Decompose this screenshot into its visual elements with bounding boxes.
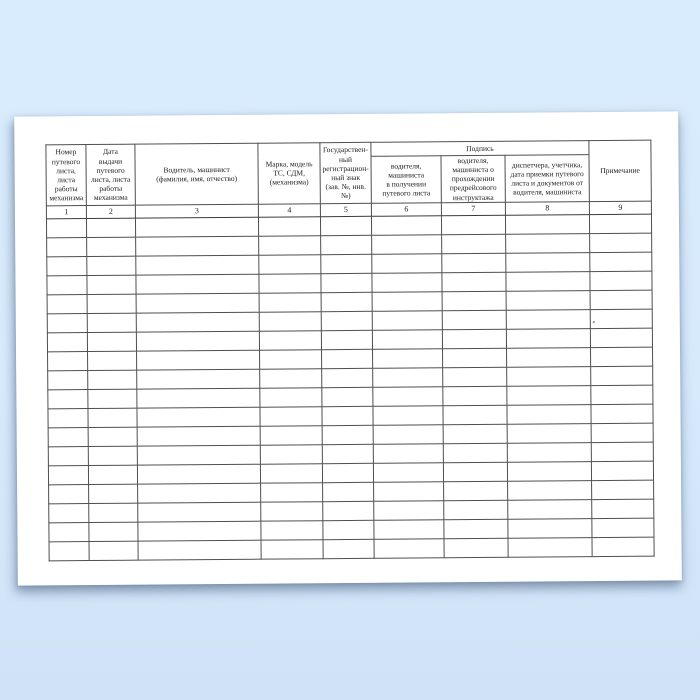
- empty-cell: [590, 290, 652, 309]
- col-header-driver-name: Водитель, машинист (фамилия, имя, отчество): [135, 143, 258, 205]
- empty-cell: [506, 290, 590, 310]
- empty-cell: [323, 501, 374, 520]
- empty-cell: [138, 521, 261, 541]
- empty-cell: [372, 253, 442, 273]
- empty-cell: [322, 444, 373, 463]
- empty-cell: [47, 294, 87, 313]
- empty-cell: [443, 443, 507, 463]
- empty-cell: [591, 366, 653, 385]
- empty-cell: [592, 518, 654, 537]
- empty-cell: [372, 329, 442, 349]
- empty-cell: [443, 367, 507, 387]
- empty-cell: [261, 482, 323, 501]
- empty-cell: [371, 215, 441, 235]
- empty-cell: [372, 310, 442, 330]
- empty-cell: [138, 540, 261, 560]
- empty-cell: [373, 405, 443, 425]
- col-header-vehicle-model: Марка, модель ТС, СДМ, (механизма): [258, 143, 320, 204]
- empty-cell: [260, 387, 322, 406]
- empty-cell: [322, 406, 373, 425]
- empty-cell: [321, 311, 372, 330]
- empty-cell: [88, 389, 137, 408]
- empty-cell: [47, 237, 87, 256]
- empty-cell: [321, 273, 372, 292]
- empty-cell: [136, 331, 259, 351]
- empty-cell: [507, 461, 591, 481]
- empty-cell: [48, 389, 88, 408]
- empty-cell: [322, 387, 373, 406]
- empty-cell: [591, 461, 653, 480]
- empty-cell: [48, 351, 88, 370]
- empty-cell: [261, 520, 323, 539]
- empty-cell: [260, 463, 322, 482]
- col-header-signature-dispatcher: диспетчера, учетчика, дата приемки путевого листа и документов от водителя, машиниста: [505, 155, 589, 202]
- empty-cell: [323, 539, 374, 558]
- empty-cell: [48, 465, 88, 484]
- empty-cell: [590, 252, 652, 271]
- empty-cell: [89, 484, 138, 503]
- empty-cell: [442, 291, 506, 311]
- signature-group-header: Подпись: [371, 141, 589, 157]
- empty-cell: [48, 408, 88, 427]
- empty-cell: [444, 481, 508, 501]
- empty-cell: [137, 426, 260, 446]
- empty-cell: [590, 233, 652, 252]
- empty-cell: [48, 427, 88, 446]
- empty-cell: [48, 446, 88, 465]
- empty-cell: [137, 369, 260, 389]
- empty-cell: [592, 537, 654, 556]
- speck-artifact: [593, 321, 595, 323]
- empty-cell: [47, 332, 87, 351]
- empty-cell: [372, 291, 442, 311]
- empty-cell: [88, 465, 137, 484]
- empty-cell: [260, 444, 322, 463]
- empty-cell: [261, 501, 323, 520]
- empty-cell: [136, 312, 259, 332]
- col-header-notes: Примечание: [589, 140, 651, 201]
- empty-cell: [87, 275, 136, 294]
- empty-cell: [444, 538, 508, 558]
- empty-cell: [373, 367, 443, 387]
- empty-cell: [46, 218, 86, 237]
- col-header-issue-date: Дата выдачи путевого листа, листа работы механизма: [86, 144, 135, 205]
- empty-cell: [374, 538, 444, 558]
- empty-cell: [507, 442, 591, 462]
- empty-cell: [443, 386, 507, 406]
- empty-cell: [260, 368, 322, 387]
- table-header: [46, 140, 652, 218]
- empty-cell: [506, 328, 590, 348]
- empty-cell: [590, 309, 652, 328]
- column-number: 7: [441, 202, 505, 216]
- empty-cell: [372, 272, 442, 292]
- empty-cell: [506, 309, 590, 329]
- empty-cell: [47, 256, 87, 275]
- empty-cell: [589, 214, 651, 233]
- col-header-registration-plate: Государствен- ный регистрацион- ный знак (зав. №, инв. №): [320, 142, 371, 203]
- empty-cell: [444, 519, 508, 539]
- empty-cell: [442, 272, 506, 292]
- empty-cell: [47, 313, 87, 332]
- empty-cell: [443, 462, 507, 482]
- empty-cell: [49, 522, 89, 541]
- empty-cell: [591, 442, 653, 461]
- empty-cell: [258, 216, 320, 235]
- empty-cell: [373, 348, 443, 368]
- empty-cell: [592, 499, 654, 518]
- empty-cell: [89, 522, 138, 541]
- empty-cell: [322, 463, 373, 482]
- empty-cell: [506, 252, 590, 272]
- column-number: 4: [258, 203, 320, 216]
- column-number: 5: [320, 203, 371, 216]
- document-sheet: [14, 111, 682, 585]
- empty-cell: [87, 237, 136, 256]
- empty-cell: [49, 503, 89, 522]
- empty-cell: [507, 347, 591, 367]
- empty-cell: [259, 311, 321, 330]
- empty-cell: [48, 370, 88, 389]
- empty-cell: [137, 445, 260, 465]
- col-header-signature-driver-receipt: водителя, машиниста в получении путевого листа: [371, 156, 441, 203]
- empty-cell: [443, 405, 507, 425]
- column-number: 9: [589, 201, 651, 214]
- empty-cell: [259, 235, 321, 254]
- empty-cell: [88, 408, 137, 427]
- empty-cell: [323, 520, 374, 539]
- empty-cell: [508, 537, 592, 557]
- empty-cell: [442, 234, 506, 254]
- empty-cell: [373, 386, 443, 406]
- column-number: 6: [371, 202, 441, 216]
- empty-cell: [442, 329, 506, 349]
- empty-cell: [507, 366, 591, 386]
- empty-cell: [507, 385, 591, 405]
- empty-cell: [322, 425, 373, 444]
- empty-cell: [136, 293, 259, 313]
- empty-cell: [135, 217, 258, 237]
- empty-cell: [374, 481, 444, 501]
- empty-cell: [323, 482, 374, 501]
- empty-cell: [591, 404, 653, 423]
- empty-cell: [137, 464, 260, 484]
- empty-cell: [260, 406, 322, 425]
- empty-cell: [590, 328, 652, 347]
- table-row: [49, 537, 654, 561]
- empty-cell: [592, 480, 654, 499]
- empty-cell: [259, 254, 321, 273]
- empty-cell: [49, 541, 89, 560]
- empty-cell: [87, 332, 136, 351]
- empty-cell: [322, 368, 373, 387]
- column-number: 3: [135, 204, 258, 218]
- empty-cell: [259, 273, 321, 292]
- empty-cell: [137, 388, 260, 408]
- empty-cell: [322, 349, 373, 368]
- empty-cell: [136, 274, 259, 294]
- empty-cell: [47, 275, 87, 294]
- table-body: [46, 214, 654, 561]
- empty-cell: [442, 310, 506, 330]
- empty-cell: [137, 407, 260, 427]
- empty-cell: [507, 404, 591, 424]
- empty-cell: [591, 385, 653, 404]
- empty-cell: [443, 424, 507, 444]
- column-number: 2: [86, 205, 135, 218]
- empty-cell: [88, 351, 137, 370]
- empty-cell: [88, 446, 137, 465]
- empty-cell: [590, 347, 652, 366]
- empty-cell: [444, 500, 508, 520]
- empty-cell: [88, 370, 137, 389]
- col-header-signature-driver-briefing: водителя, машиниста о прохождении предрейсового инструктажа: [441, 155, 505, 202]
- empty-cell: [507, 423, 591, 443]
- empty-cell: [373, 443, 443, 463]
- empty-cell: [508, 480, 592, 500]
- empty-cell: [321, 330, 372, 349]
- empty-cell: [49, 484, 89, 503]
- empty-cell: [442, 253, 506, 273]
- empty-cell: [591, 423, 653, 442]
- empty-cell: [441, 215, 505, 235]
- empty-cell: [87, 313, 136, 332]
- empty-cell: [374, 519, 444, 539]
- empty-cell: [321, 235, 372, 254]
- empty-cell: [87, 256, 136, 275]
- empty-cell: [321, 254, 372, 273]
- empty-cell: [373, 424, 443, 444]
- empty-cell: [136, 236, 259, 256]
- empty-cell: [88, 427, 137, 446]
- empty-cell: [508, 499, 592, 519]
- empty-cell: [506, 233, 590, 253]
- empty-cell: [505, 214, 589, 234]
- empty-cell: [259, 292, 321, 311]
- empty-cell: [260, 349, 322, 368]
- empty-cell: [87, 294, 136, 313]
- empty-cell: [373, 462, 443, 482]
- empty-cell: [260, 425, 322, 444]
- empty-cell: [320, 216, 371, 235]
- empty-cell: [89, 541, 138, 560]
- empty-cell: [137, 350, 260, 370]
- empty-cell: [261, 539, 323, 558]
- empty-cell: [374, 500, 444, 520]
- empty-cell: [138, 502, 261, 522]
- empty-cell: [86, 218, 135, 237]
- empty-cell: [89, 503, 138, 522]
- empty-cell: [372, 234, 442, 254]
- empty-cell: [136, 255, 259, 275]
- column-number: 1: [46, 205, 86, 218]
- empty-cell: [506, 271, 590, 291]
- empty-cell: [259, 330, 321, 349]
- waybill-log-table: [45, 140, 654, 561]
- empty-cell: [590, 271, 652, 290]
- column-number: 8: [505, 201, 589, 215]
- empty-cell: [321, 292, 372, 311]
- empty-cell: [138, 483, 261, 503]
- empty-cell: [443, 348, 507, 368]
- empty-cell: [508, 518, 592, 538]
- col-header-waybill-number: Номер путевого листа, листа работы механизма: [46, 145, 86, 206]
